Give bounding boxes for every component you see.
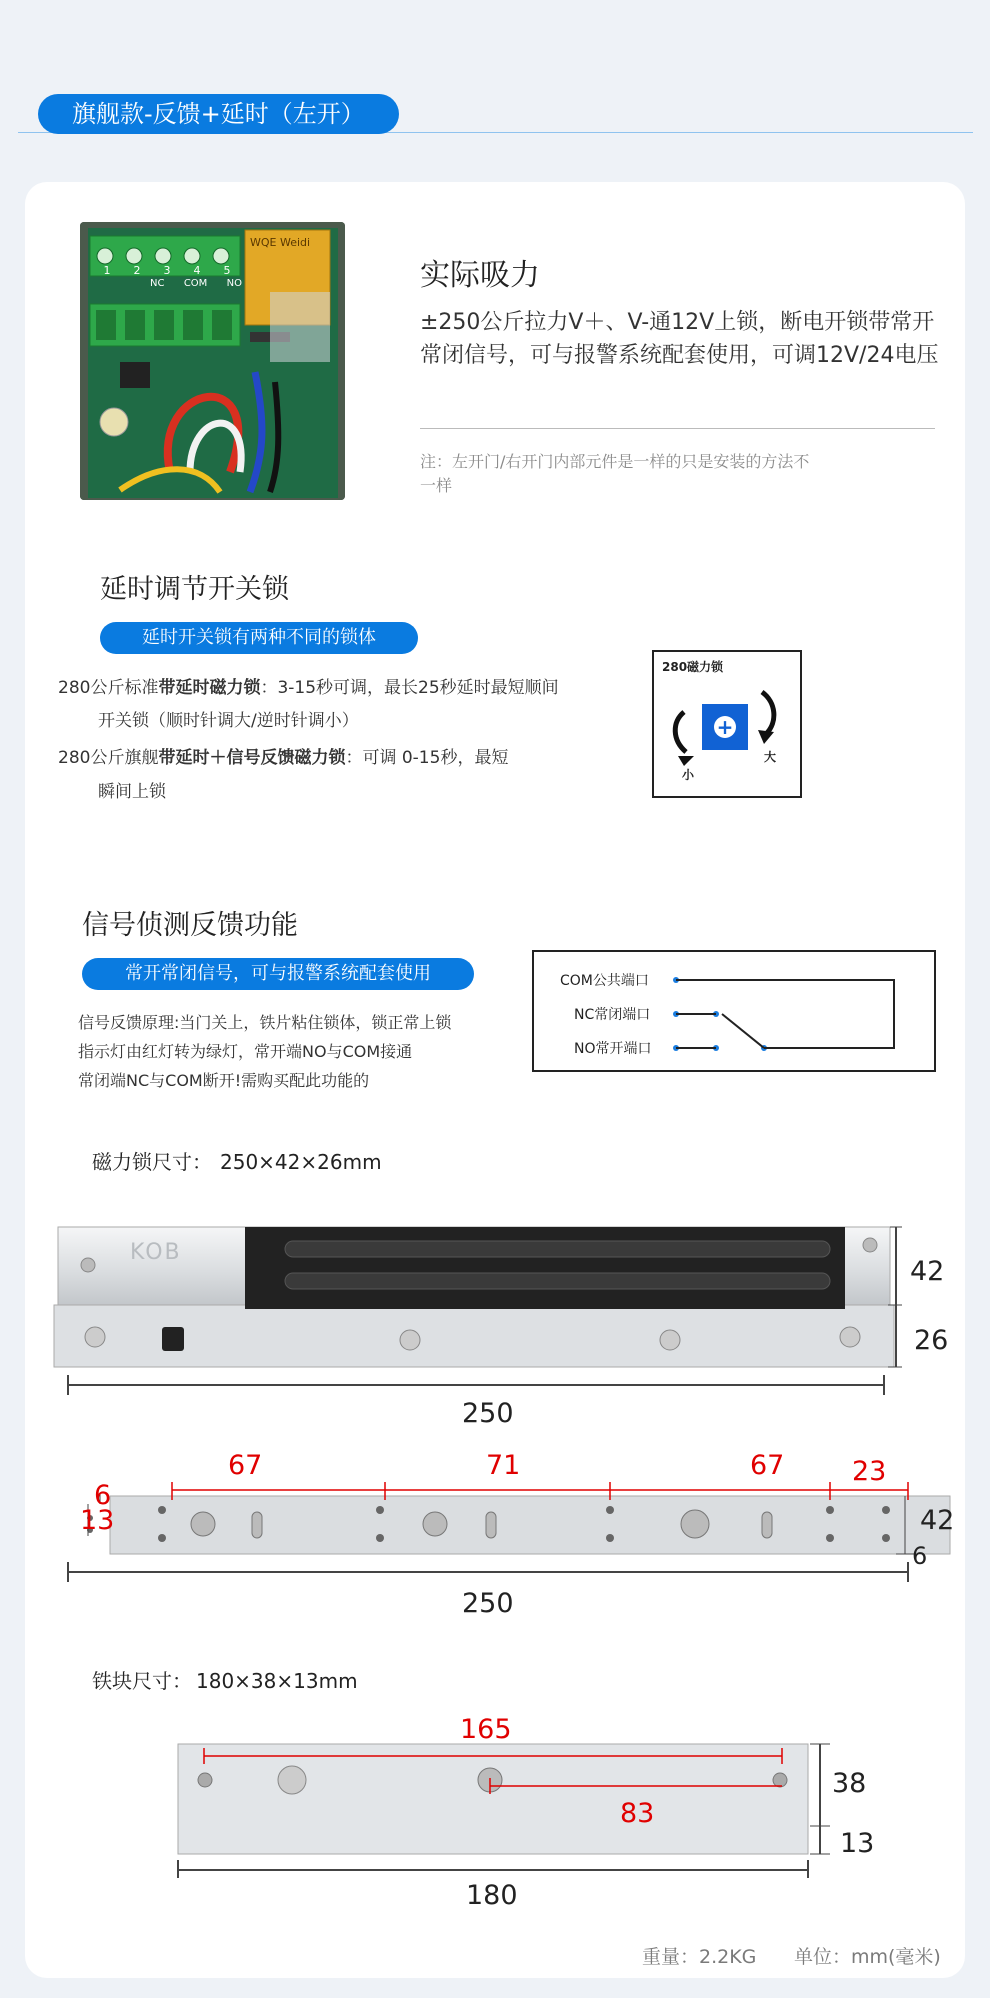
terminal-label-com: COM [183, 278, 208, 289]
delay-line1 [58, 672, 559, 705]
plate-length-label: 250 [462, 1588, 514, 1619]
delay-line2-bold: 带延时＋信号反馈磁力锁 [158, 748, 346, 768]
lock-size-label: 磁力锁尺寸： [92, 1150, 212, 1174]
knob-diagram-title: 280磁力锁 [662, 660, 724, 674]
delay-line2 [58, 742, 508, 775]
iron-plate-drawing [160, 1720, 880, 1880]
lock-length-label: 250 [462, 1398, 514, 1429]
lock-brand-mark: KOB [130, 1240, 182, 1265]
delay-line2-cont: 瞬间上锁 [98, 782, 166, 802]
port-label-nc: NC常闭端口 [574, 1007, 651, 1023]
terminal-label-nc: NC [150, 278, 165, 289]
suction-description: ±250公斤拉力V＋、V-通12V上锁，断电开锁带常开常闭信号，可与报警系统配套使用，可调12V/24电压 [420, 310, 939, 368]
delay-line1-bold: 带延时磁力锁 [158, 678, 261, 698]
iron-length-label: 180 [466, 1880, 518, 1911]
delay-line2-rest: ：可调 0-15秒，最短 [345, 748, 509, 768]
plate-left-offset: 6 [94, 1480, 112, 1511]
delay-title: 延时调节开关锁 [100, 574, 289, 605]
iron-span-label: 165 [460, 1714, 512, 1745]
terminal-number: 1 [103, 264, 111, 277]
section1-divider [420, 428, 935, 429]
knob-small-label: 小 [682, 768, 695, 782]
iron-thick-label: 13 [840, 1828, 875, 1859]
terminal-number-row [92, 264, 242, 277]
terminal-label-row [150, 278, 242, 289]
rotate-arrows-icon [654, 652, 800, 796]
plate-spacing-2: 71 [486, 1450, 521, 1481]
delay-line2-prefix: 280公斤旗舰 [58, 748, 159, 768]
terminal-number: 4 [193, 264, 201, 277]
signal-text-line: 常闭端NC与COM断开!需购买配此功能的 [78, 1071, 370, 1090]
signal-tag: 常开常闭信号，可与报警系统配套使用 [82, 958, 474, 990]
iron-center-label: 83 [620, 1798, 655, 1829]
iron-size-value: 180×38×13mm [196, 1669, 358, 1693]
signal-text-line: 信号反馈原理:当门关上，铁片粘住锁体，锁正常上锁 [78, 1013, 452, 1032]
knob-plus-icon: + [714, 716, 736, 738]
weight-label: 重量：2.2KG [642, 1946, 757, 1968]
lock-depth-label: 26 [914, 1325, 949, 1356]
iron-size-label: 铁块尺寸： [92, 1669, 192, 1693]
port-label-no: NO常开端口 [574, 1041, 652, 1057]
suction-title: 实际吸力 [420, 258, 540, 293]
delay-line1-rest: ：3-15秒可调，最长25秒延时最短顺间 [260, 678, 559, 698]
header-title-pill: 旗舰款-反馈+延时（左开） [38, 94, 399, 134]
terminal-number: 3 [163, 264, 171, 277]
plate-spacing-1: 67 [228, 1450, 263, 1481]
iron-height-label: 38 [832, 1768, 867, 1799]
terminal-number: 2 [133, 264, 141, 277]
plate-spacing-3: 67 [750, 1450, 785, 1481]
lock-size-caption [92, 1146, 382, 1175]
delay-line1-cont: 开关锁（顺时针调大/逆时针调小） [98, 711, 359, 731]
port-label-com: COM公共端口 [560, 973, 649, 989]
port-wiring-diagram [532, 950, 936, 1072]
knob-large-label: 大 [764, 750, 777, 764]
lock-size-value: 250×42×26mm [220, 1150, 382, 1174]
controller-board-photo [80, 222, 345, 500]
wiring-lines [534, 952, 934, 1070]
iron-size-caption [92, 1665, 358, 1694]
signal-title: 信号侦测反馈功能 [82, 910, 298, 941]
unit-label: 单位：mm(毫米) [794, 1946, 941, 1968]
signal-text-line: 指示灯由红灯转为绿灯，常开端NO与COM接通 [78, 1042, 413, 1061]
terminal-label-no: NO [226, 278, 242, 289]
delay-tag: 延时开关锁有两种不同的锁体 [100, 622, 418, 654]
plate-spacing-4: 23 [852, 1456, 887, 1487]
lock-height-label: 42 [910, 1256, 945, 1287]
plate-right-height: 42 [920, 1505, 955, 1536]
signal-text [78, 1008, 451, 1095]
install-note: 注：左开门/右开门内部元件是一样的只是安装的方法不一样 [420, 452, 810, 495]
delay-line1-prefix: 280公斤标准 [58, 678, 159, 698]
plate-right-offset: 6 [912, 1542, 928, 1570]
delay-knob-diagram [652, 650, 802, 798]
plate-left-hole: 13 [80, 1505, 115, 1536]
relay-label: WQE Weidi [250, 236, 311, 249]
terminal-number: 5 [223, 264, 231, 277]
